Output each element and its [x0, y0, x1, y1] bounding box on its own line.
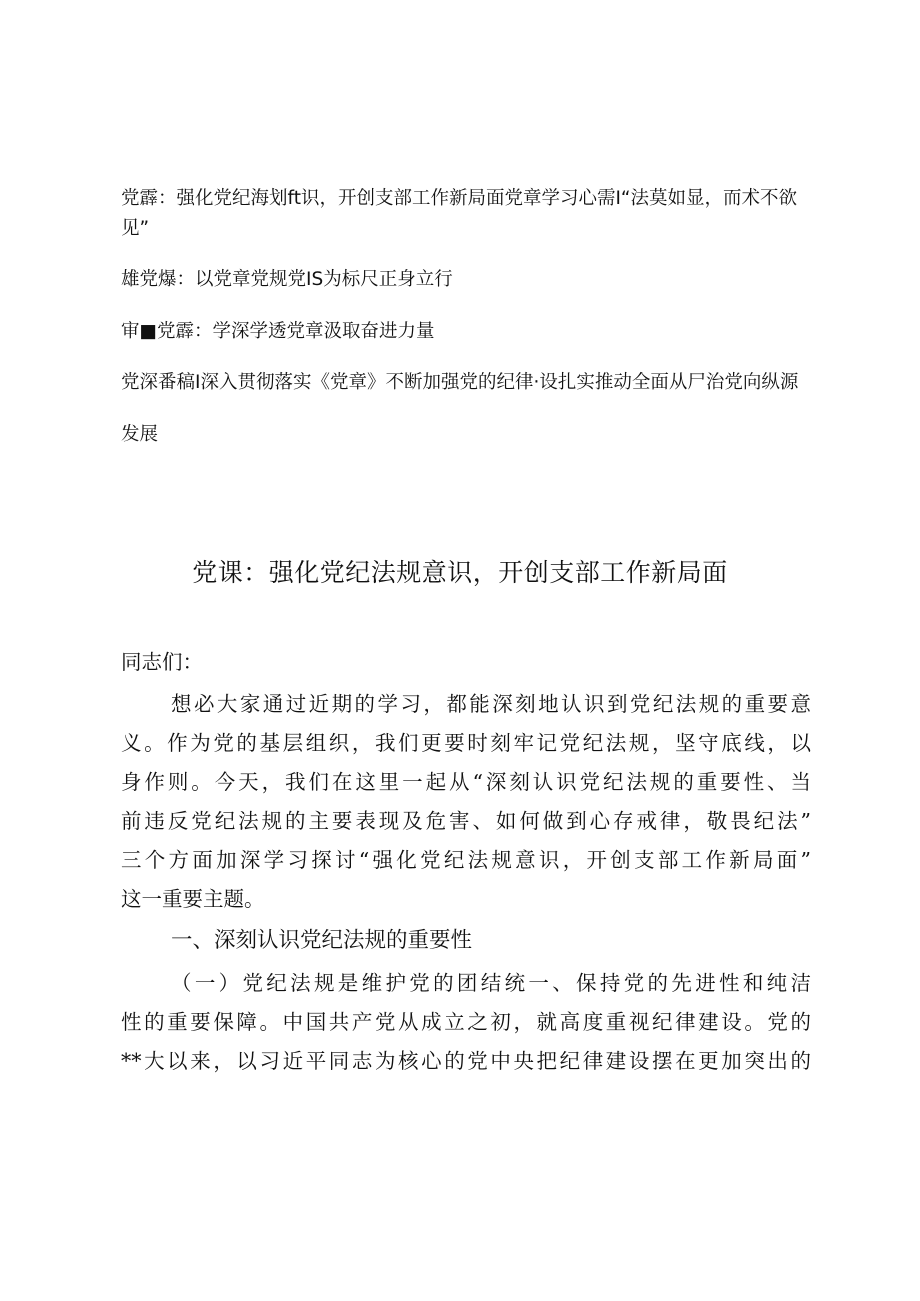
- toc-line: 发展: [121, 424, 159, 445]
- paragraph-line: **大以来，以习近平同志为核心的党中央把纪律建设摆在更加突出的: [121, 1049, 811, 1073]
- paragraph-line: （一）党纪法规是维护党的团结统一、保持党的先进性和纯洁: [171, 971, 811, 995]
- document-title: 党课：强化党纪法规意识，开创支部工作新局面: [192, 558, 728, 587]
- paragraph-line: 义。作为党的基层组织，我们更要时刻牢记党纪法规，坚守底线，以: [121, 731, 811, 755]
- toc-line: 审■党霹：学深学透党章汲取奋进力量: [121, 321, 435, 342]
- paragraph-line: 这一重要主题。: [121, 887, 265, 911]
- paragraph-line: 性的重要保障。中国共产党从成立之初，就高度重视纪律建设。党的: [121, 1010, 811, 1034]
- toc-line: 雄党爆：以党章党规党IS为标尺正身立行: [121, 269, 453, 290]
- salutation: 同志们：: [121, 650, 203, 674]
- paragraph-line: 想必大家通过近期的学习，都能深刻地认识到党纪法规的重要意: [171, 692, 811, 716]
- paragraph-line: 身作则。今天，我们在这里一起从“深刻认识党纪法规的重要性、当: [121, 770, 811, 794]
- toc-line: 党霹：强化党纪海划ft识，开创支部工作新局面党章学习心需I“法莫如显，而术不欲: [121, 188, 797, 209]
- paragraph-line: 三个方面加深学习探讨“强化党纪法规意识，开创支部工作新局面”: [121, 848, 811, 872]
- toc-line: 党深番稿I深入贯彻落实《党章》不断加强党的纪律·设扎实推动全面从尸治党向纵源: [121, 372, 799, 393]
- paragraph-line: 前违反党纪法规的主要表现及危害、如何做到心存戒律，敬畏纪法”: [121, 809, 811, 833]
- section-heading: 一、深刻认识党纪法规的重要性: [171, 928, 473, 953]
- toc-line: 见”: [121, 218, 150, 239]
